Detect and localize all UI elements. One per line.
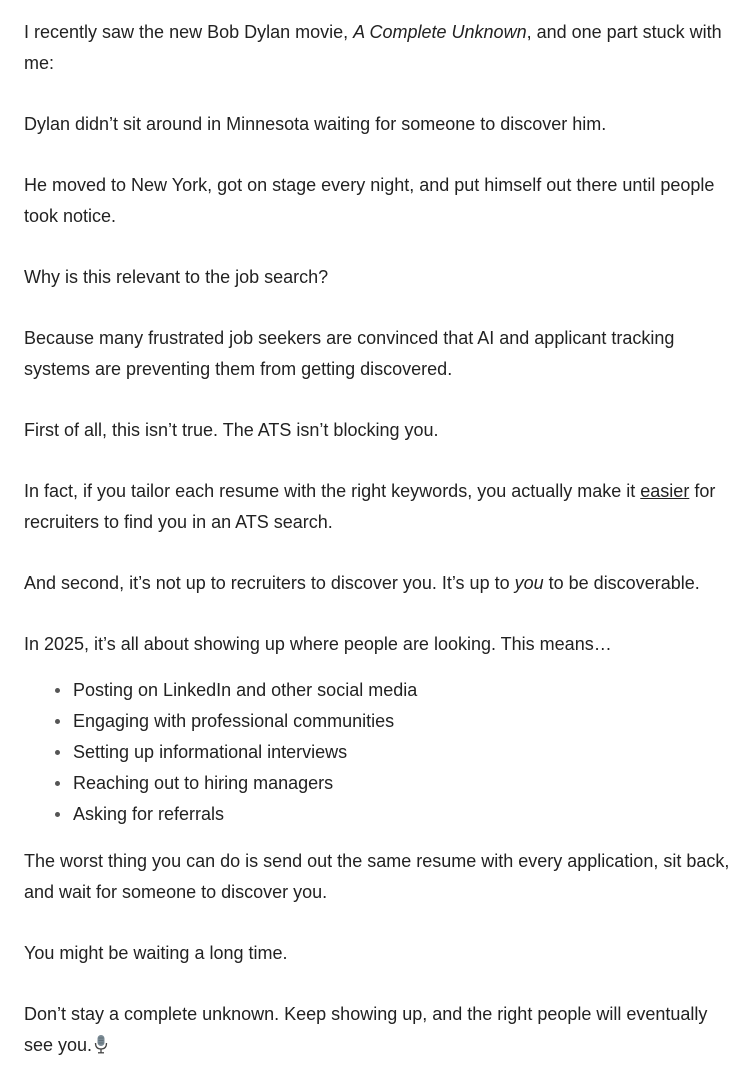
list-item-text: Reaching out to hiring managers bbox=[73, 772, 334, 793]
list-item-text: Engaging with professional communities bbox=[73, 711, 395, 732]
in-fact-text-after: for recruiters to find you in an ATS search. bbox=[24, 480, 716, 532]
paragraph-waiting: You might be waiting a long time. bbox=[24, 943, 288, 964]
in-fact-text-before: In fact, if you tailor each resume with the right keywords, you actually make it bbox=[24, 480, 641, 501]
second-text-after: to be discoverable. bbox=[543, 572, 700, 593]
bullet-icon bbox=[55, 688, 60, 693]
paragraph-in-fact bbox=[24, 476, 732, 537]
paragraph-2025: In 2025, it’s all about showing up where people are looking. This means… bbox=[24, 633, 612, 654]
you-emphasis: you bbox=[514, 572, 544, 593]
bullet-icon bbox=[55, 781, 60, 786]
paragraph-first: First of all, this isn’t true. The ATS isn’t blocking you. bbox=[24, 419, 439, 440]
microphone-icon bbox=[94, 1033, 108, 1064]
second-text-before: And second, it’s not up to recruiters to discover you. It’s up to bbox=[24, 572, 515, 593]
list-item bbox=[73, 768, 732, 799]
paragraph-dylan: Dylan didn’t sit around in Minnesota waiting for someone to discover him. bbox=[24, 113, 607, 134]
list-item bbox=[73, 706, 732, 737]
paragraph-closing bbox=[24, 999, 732, 1063]
bullet-icon bbox=[55, 812, 60, 817]
paragraph-second bbox=[24, 568, 732, 599]
paragraph-question: Why is this relevant to the job search? bbox=[24, 266, 329, 287]
bullet-icon bbox=[55, 719, 60, 724]
paragraph-intro bbox=[24, 0, 732, 78]
intro-text-after: , and one part stuck with me: bbox=[24, 22, 722, 73]
list-item-text: Asking for referrals bbox=[73, 803, 225, 824]
paragraph-because: Because many frustrated job seekers are convinced that AI and applicant tracking systems are preventing them from getting discovered. bbox=[24, 327, 675, 379]
paragraph-new-york: He moved to New York, got on stage every night, and put himself out there until people took notice. bbox=[24, 174, 715, 226]
closing-text: Don’t stay a complete unknown. Keep showing up, and the right people will eventually see you. bbox=[24, 1004, 708, 1056]
easier-link[interactable]: easier bbox=[640, 480, 690, 501]
bullet-icon bbox=[55, 750, 60, 755]
intro-text-before: I recently saw the new Bob Dylan movie, bbox=[24, 22, 354, 42]
list-item bbox=[73, 675, 732, 706]
paragraph-worst-thing: The worst thing you can do is send out the same resume with every application, sit back, and wait for someone to discover you. bbox=[24, 851, 730, 903]
bullet-list bbox=[24, 675, 732, 829]
list-item bbox=[73, 737, 732, 768]
movie-title: A Complete Unknown bbox=[353, 22, 527, 42]
list-item-text: Posting on LinkedIn and other social media bbox=[73, 680, 418, 701]
list-item-text: Setting up informational interviews bbox=[73, 742, 348, 763]
list-item bbox=[73, 799, 732, 830]
